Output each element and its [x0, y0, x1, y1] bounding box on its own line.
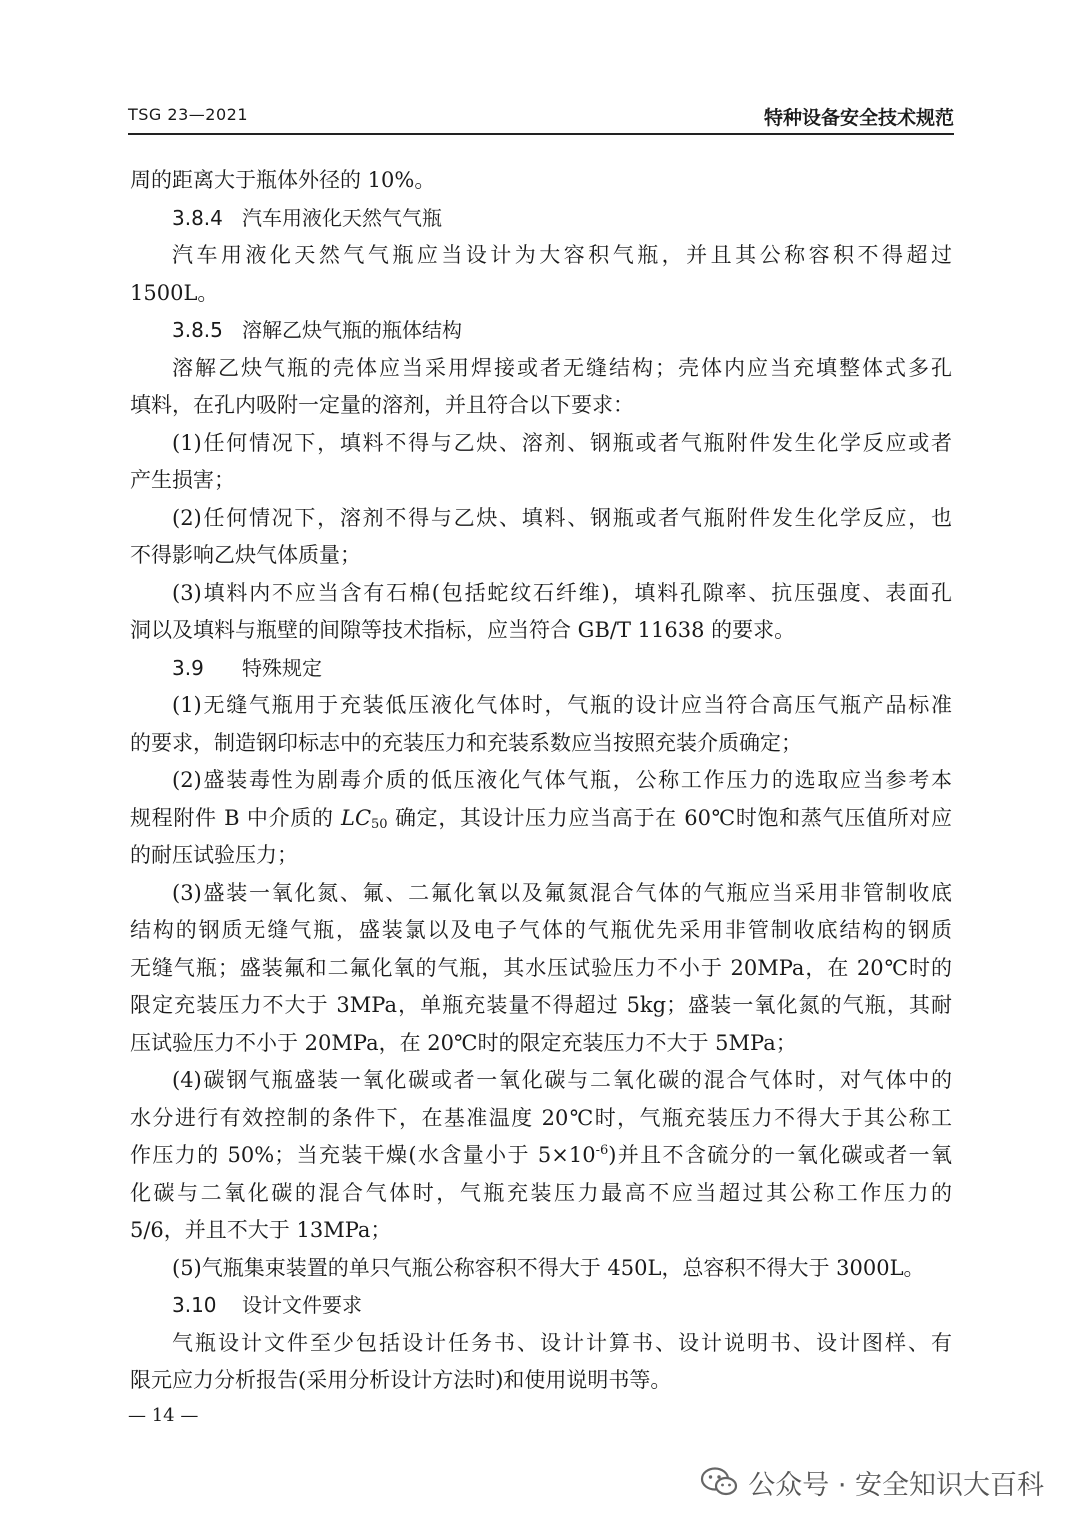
page-number: — 14 —: [128, 1405, 199, 1426]
page-header: [128, 103, 954, 135]
text-line: 周的距离大于瓶体外径的 10%。: [130, 168, 436, 192]
text-line: (2)任何情况下，溶剂不得与乙炔、填料、钢瓶或者气瓶附件发生化学反应，也: [172, 505, 952, 530]
text-line: 洞以及填料与瓶壁的间隙等技术指标，应当符合 GB/T 11638 的要求。: [130, 618, 796, 642]
text-line: (5)气瓶集束装置的单只气瓶公称容积不得大于 450L，总容积不得大于 3000L。: [172, 1255, 925, 1280]
section-heading-3-10: [130, 1287, 952, 1325]
section-title: 汽车用液化天然气气瓶: [242, 205, 442, 230]
exponent: -6: [595, 1143, 609, 1158]
section-number: 3.8.4: [172, 205, 223, 230]
text-line: 的要求，制造钢印标志中的充装压力和充装系数应当按照充装介质确定；: [130, 730, 802, 755]
text-line: (1)无缝气瓶用于充装低压液化气体时，气瓶的设计应当符合高压气瓶产品标准: [172, 693, 952, 717]
footer-watermark: [700, 1462, 1044, 1502]
text-line: (4)碳钢气瓶盛装一氧化碳或者一氧化碳与二氧化碳的混合气体时，对气体中的: [172, 1068, 952, 1092]
text-line-lc50: [130, 800, 952, 838]
document-body: [130, 162, 952, 1400]
text-line: 化碳与二氧化碳的混合气体时，气瓶充装压力最高不应当超过其公称工作压力的: [130, 1180, 952, 1205]
standard-code: TSG 23—2021: [128, 105, 248, 124]
text-line: 结构的钢质无缝气瓶，盛装氯以及电子气体的气瓶优先采用非管制收底结构的钢质: [130, 918, 952, 942]
text-line: 气瓶设计文件至少包括设计任务书、设计计算书、设计说明书、设计图样、有: [172, 1330, 952, 1355]
section-heading-3-8-5: [130, 312, 952, 350]
header-title: 特种设备安全技术规范: [763, 107, 954, 129]
text-line: 无缝气瓶；盛装氟和二氟化氧的气瓶，其水压试验压力不小于 20MPa，在 20℃时的: [130, 955, 952, 980]
text-line: 填料，在孔内吸附一定量的溶剂，并且符合以下要求：: [130, 393, 634, 417]
text-line: 水分进行有效控制的条件下，在基准温度 20℃时，气瓶充装压力不得大于其公称工: [130, 1105, 952, 1130]
text-line: (3)盛装一氧化氮、氟、二氟化氧以及氟氮混合气体的气瓶应当采用非管制收底: [172, 880, 952, 905]
section-number: 3.8.5: [172, 318, 223, 342]
section-title: 特殊规定: [242, 655, 322, 680]
text-line: (3)填料内不应当含有石棉(包括蛇纹石纤维)，填料孔隙率、抗压强度、表面孔: [172, 580, 952, 605]
section-number: 3.9: [172, 655, 204, 680]
section-heading-3-8-4: [130, 200, 952, 238]
text-line: 溶解乙炔气瓶的壳体应当采用焊接或者无缝结构；壳体内应当充填整体式多孔: [172, 355, 952, 380]
text-line: 1500L。: [130, 280, 219, 305]
text-line: (1)任何情况下，填料不得与乙炔、溶剂、钢瓶或者气瓶附件发生化学反应或者: [172, 430, 952, 455]
lc-symbol: LC: [341, 805, 372, 830]
text-line: 不得影响乙炔气体质量；: [130, 543, 361, 567]
section-title: 设计文件要求: [242, 1293, 362, 1317]
text-line: 产生损害；: [130, 468, 235, 492]
text-line: 压试验压力不小于 20MPa，在 20℃时的限定充装压力不大于 5MPa；: [130, 1030, 797, 1055]
text-fragment: 确定，其设计压力应当高于在 60℃时饱和蒸气压值所对应: [387, 805, 952, 830]
text-line: 的耐压试验压力；: [130, 843, 298, 867]
text-line: 5/6，并且不大于 13MPa；: [130, 1218, 392, 1242]
footer-text: 公众号 · 安全知识大百科: [748, 1469, 1044, 1501]
text-line: (2)盛装毒性为剧毒介质的低压液化气体气瓶，公称工作压力的选取应当参考本: [172, 768, 952, 792]
text-line: 限定充装压力不大于 3MPa，单瓶充装量不得超过 5kg；盛装一氧化氮的气瓶，其耐: [130, 993, 952, 1017]
section-title: 溶解乙炔气瓶的瓶体结构: [242, 318, 462, 342]
text-fragment: )并且不含硫分的一氧化碳或者一氧: [608, 1143, 952, 1167]
text-line: 限元应力分析报告(采用分析设计方法时)和使用说明书等。: [130, 1368, 672, 1392]
text-fragment: 规程附件 B 中介质的: [130, 805, 342, 830]
wechat-icon: [700, 1466, 738, 1498]
lc-subscript: 50: [371, 816, 388, 832]
section-number: 3.10: [172, 1293, 217, 1317]
section-heading-3-9: [130, 650, 952, 688]
text-line-superscript: [130, 1137, 952, 1175]
text-fragment: 作压力的 50%；当充装干燥(水含量小于 5×10: [130, 1143, 596, 1167]
text-line: 汽车用液化天然气气瓶应当设计为大容积气瓶，并且其公称容积不得超过: [172, 243, 952, 267]
